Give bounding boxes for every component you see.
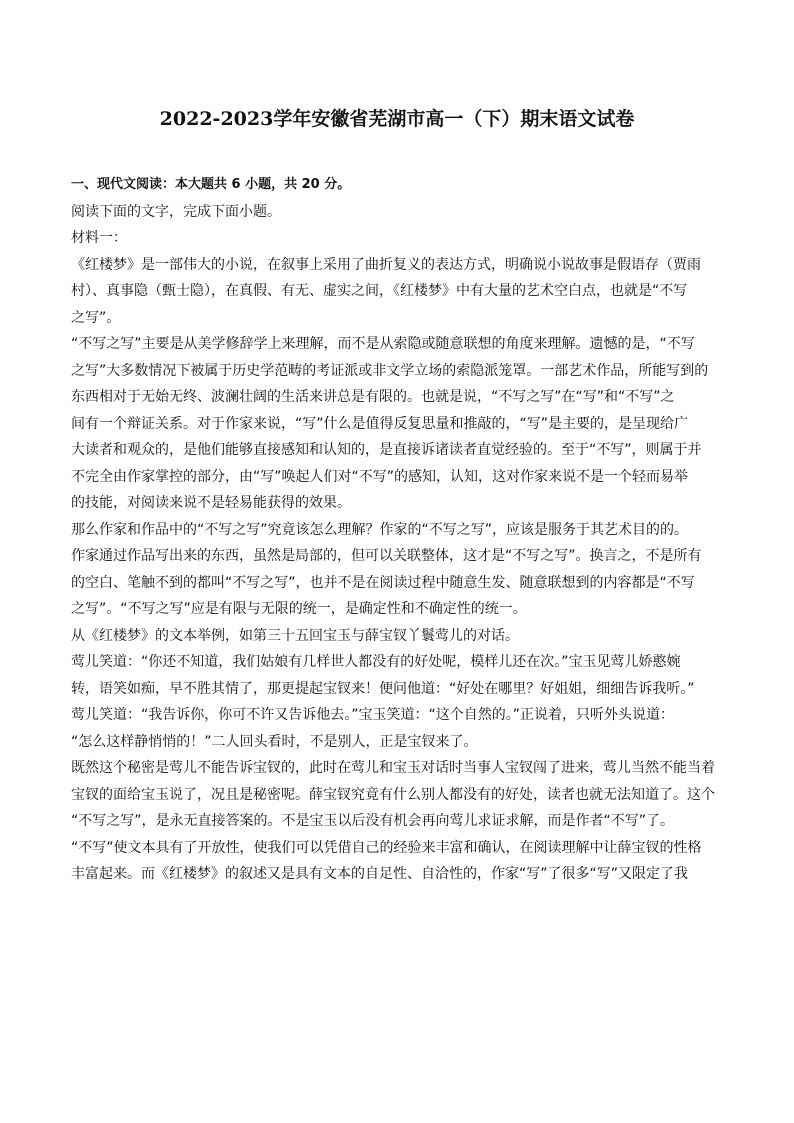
text-line: “不写之写”主要是从美学修辞学上来理解，而不是从索隐或随意联想的角度来理解。遗憾的是，“不写 (71, 336, 695, 352)
text-line: 间有一个辩证关系。对于作家来说，“写”什么是值得反复思量和推敲的，“写”是主要的，是呈现给广 (71, 415, 689, 432)
text-line: 不完全由作家掌控的部分，由“写”唤起人们对“不写”的感知，认知，这对作家来说不是一个轻而易举 (71, 468, 689, 485)
text-line: 宝钗的面给宝玉说了，况且是秘密呢。薛宝钗究竟有什么别人都没有的好处，读者也就无法知道了。这个 (71, 786, 715, 803)
text-line: 作家通过作品写出来的东西，虽然是局部的，但可以关联整体，这才是“不写之写”。换言之，不是所有 (71, 548, 702, 564)
text-line: 莺儿笑道：“你还不知道，我们姑娘有几样世人都没有的好处呢，模样儿还在次。”宝玉见莺儿娇憨婉 (71, 654, 681, 670)
text-line: “不写”使文本具有了开放性，使我们可以凭借自己的经验来丰富和确认，在阅读理解中让薛宝钗的性格 (71, 839, 702, 856)
text-line: 的技能，对阅读来说不是轻易能获得的效果。 (71, 495, 351, 511)
text-line: 之写”。“不写之写”应是有限与无限的统一，是确定性和不确定性的统一。 (71, 601, 527, 617)
document-body (71, 172, 719, 888)
section-heading: 一、现代文阅读：本大题共 6 小题，共 20 分。 (71, 177, 351, 192)
text-line: 从《红楼梦》的文本举例，如第三十五回宝玉与薛宝钗丫鬟莺儿的对话。 (71, 627, 519, 644)
instruction-line: 阅读下面的文字，完成下面小题。 (71, 203, 281, 220)
text-line: 莺儿笑道：“我告诉你，你可不许又告诉他去。”宝玉笑道：“这个自然的。”正说着，只听外头说道： (71, 707, 675, 723)
text-line: 既然这个秘密是莺儿不能告诉宝钗的，此时在莺儿和宝玉对话时当事人宝钗闯了进来，莺儿当然不能当着 (71, 760, 715, 776)
text-line: 大读者和观众的，是他们能够直接感知和认知的，是直接诉诸读者直觉经验的。至于“不写”，则属于并 (71, 442, 702, 458)
document-title: 2022-2023学年安徽省芜湖市高一（下）期末语文试卷 (159, 108, 635, 130)
material-label: 材料一： (71, 230, 127, 246)
text-line: 村）、真事隐（甄士隐），在真假、有无、虚实之间，《红楼梦》中有大量的艺术空白点，也就是“不写 (71, 283, 688, 299)
text-line: 之写”。 (71, 309, 121, 326)
text-line: 转，语笑如痴，早不胜其情了，那更提起宝钗来！便问他道：“好处在哪里？好姐姐，细细告诉我听。” (71, 680, 695, 697)
text-line: 东西相对于无始无终、波澜壮阔的生活来讲总是有限的。也就是说，“不写之写”在“写”和“不写”之 (71, 389, 675, 405)
text-line: 那么作家和作品中的“不写之写”究竟该怎么理解？作家的“不写之写”，应该是服务于其艺术目的的。 (71, 521, 689, 538)
text-line: 丰富起来。而《红楼梦》的叙述又是具有文本的自足性、自洽性的，作家“写”了很多“写”又限定了我 (71, 866, 689, 882)
text-line: 《红楼梦》是一部伟大的小说，在叙事上采用了曲折复义的表达方式，明确说小说故事是假语存（贾雨 (71, 256, 701, 273)
text-line: “怎么这样静悄悄的！”二人回头看时，不是别人，正是宝钗来了。 (71, 733, 478, 750)
text-line: 之写”大多数情况下被属于历史学范畴的考证派或非文学立场的索隐派笼罩。一部艺术作品，所能写到的 (71, 362, 709, 379)
text-line: 的空白、笔触不到的都叫“不写之写”，也并不是在阅读过程中随意生发、随意联想到的内容都是“不写 (71, 574, 695, 591)
text-line: “不写之写”，是永无直接答案的。不是宝玉以后没有机会再向莺儿求证求解，而是作者“不写”了。 (71, 813, 675, 829)
